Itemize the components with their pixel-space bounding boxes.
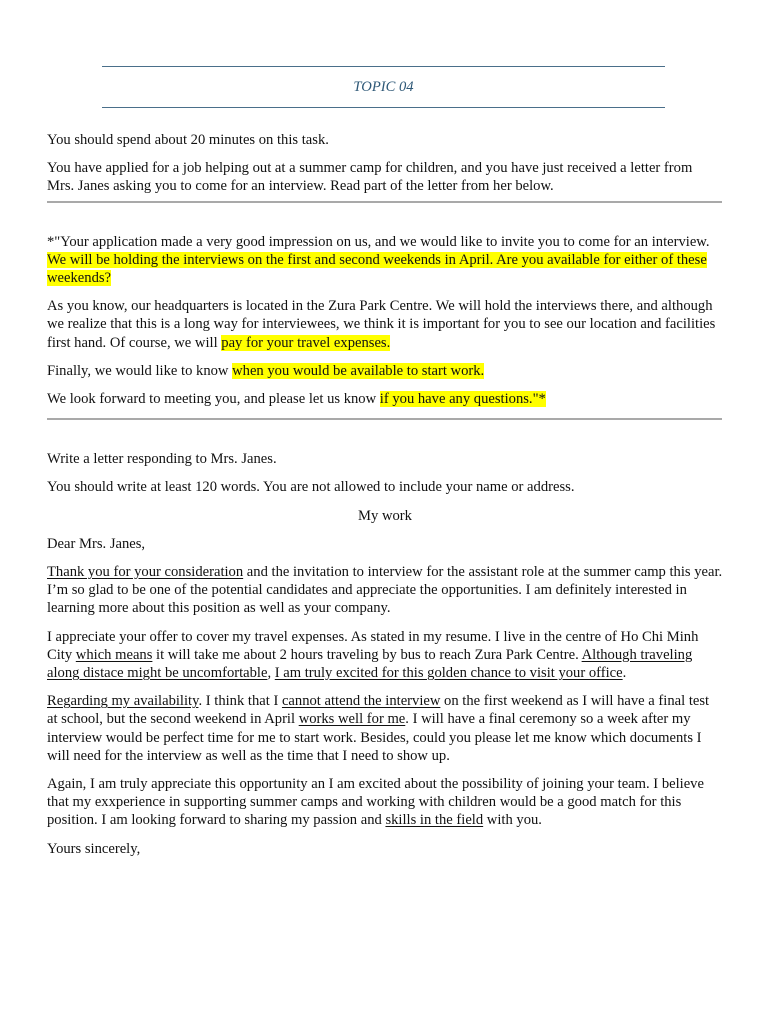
closing: Yours sincerely, [47, 840, 141, 857]
underlined-phrase: Although traveling along distace might be uncomfortable [47, 646, 693, 682]
answer-paragraph-1: Thank you for your consideration and the invitation to interview for the assistant role at the summer camp this year. I’m so glad to be one of the potential candidates and appreciate the opportunities. I am definitely interested in learning more about this position as well as your company. [47, 564, 723, 617]
word-count-instruction: You should write at least 120 words. You are not allowed to include your name or address. [47, 479, 575, 496]
respond-instruction: Write a letter responding to Mrs. Janes. [47, 451, 277, 468]
answer-paragraph-4: Again, I am truly appreciate this opportunity an I am excited about the possibility of joining your team. I believe that my exxperience in supporting summer camps and working with children would be a good match for this position. I am looking forward to sharing my passion and skills in the field with you. [47, 776, 704, 829]
underlined-phrase: which means [75, 646, 153, 663]
topic-header [102, 66, 665, 108]
divider-top [47, 201, 722, 203]
underlined-phrase: I am truly excited for this golden chance to visit your office [274, 665, 623, 682]
underlined-phrase: works well for me [298, 711, 406, 728]
highlight-text: pay for your travel expenses. [221, 334, 391, 351]
underlined-phrase: cannot attend the interview [281, 693, 441, 710]
underlined-phrase: skills in the field [385, 812, 484, 829]
highlight-text: We will be holding the interviews on the first and second weekends in April. Are you available for either of these weekends? [47, 251, 707, 287]
time-instruction: You should spend about 20 minutes on this task. [47, 132, 329, 148]
letter-excerpt [47, 233, 723, 409]
divider-bottom [47, 418, 722, 420]
topic-title: TOPIC 04 [353, 78, 414, 95]
task-intro: You have applied for a job helping out at a summer camp for children, and you have just received a letter from Mrs. Janes asking you to come for an interview. Read part of the letter from her below. [47, 160, 693, 195]
letter-paragraph-1: *"Your application made a very good impression on us, and we would like to invite you to come for an interview. We will be holding the interviews on the first and second weekends in April. Are you available for either of these weekends? [47, 233, 710, 287]
highlight-text: when you would be available to start work. [232, 362, 485, 379]
salutation: Dear Mrs. Janes, [47, 535, 146, 552]
letter-paragraph-2: As you know, our headquarters is located in the Zura Park Centre. We will hold the interviews there, and although we realize that this is a long way for interviewees, we think it is important for you to see our location and facilities first hand. Of course, we will pay for your travel expenses. [47, 298, 716, 351]
letter-paragraph-3: Finally, we would like to know when you would be available to start work. [47, 362, 485, 379]
underlined-phrase: Thank you for your consideration [47, 564, 244, 581]
letter-paragraph-4: We look forward to meeting you, and please let us know if you have any questions."* [47, 391, 546, 408]
answer-paragraph-3: Regarding my availability. I think that I cannot attend the interview on the first weekend as I will have a final test at school, but the second weekend in April works well for me. I will have a final ceremony so a week after my interview would be perfect time for me to start work. Besides, could you please let me know which documents I will need for the interview as well as the time that I need to show up. [47, 693, 710, 764]
underlined-phrase: Regarding my availability [47, 693, 199, 710]
my-work-heading: My work [358, 507, 412, 524]
highlight-text: if you have any questions."* [379, 391, 546, 408]
document-body [47, 131, 723, 858]
answer-paragraph-2: I appreciate your offer to cover my travel expenses. As stated in my resume. I live in the centre of Ho Chi Minh City which means it will take me about 2 hours traveling by bus to reach Zura Park Centre. Although traveling along distace might be uncomfortable, I am truly excited for this golden chance to visit your office. [47, 628, 699, 682]
